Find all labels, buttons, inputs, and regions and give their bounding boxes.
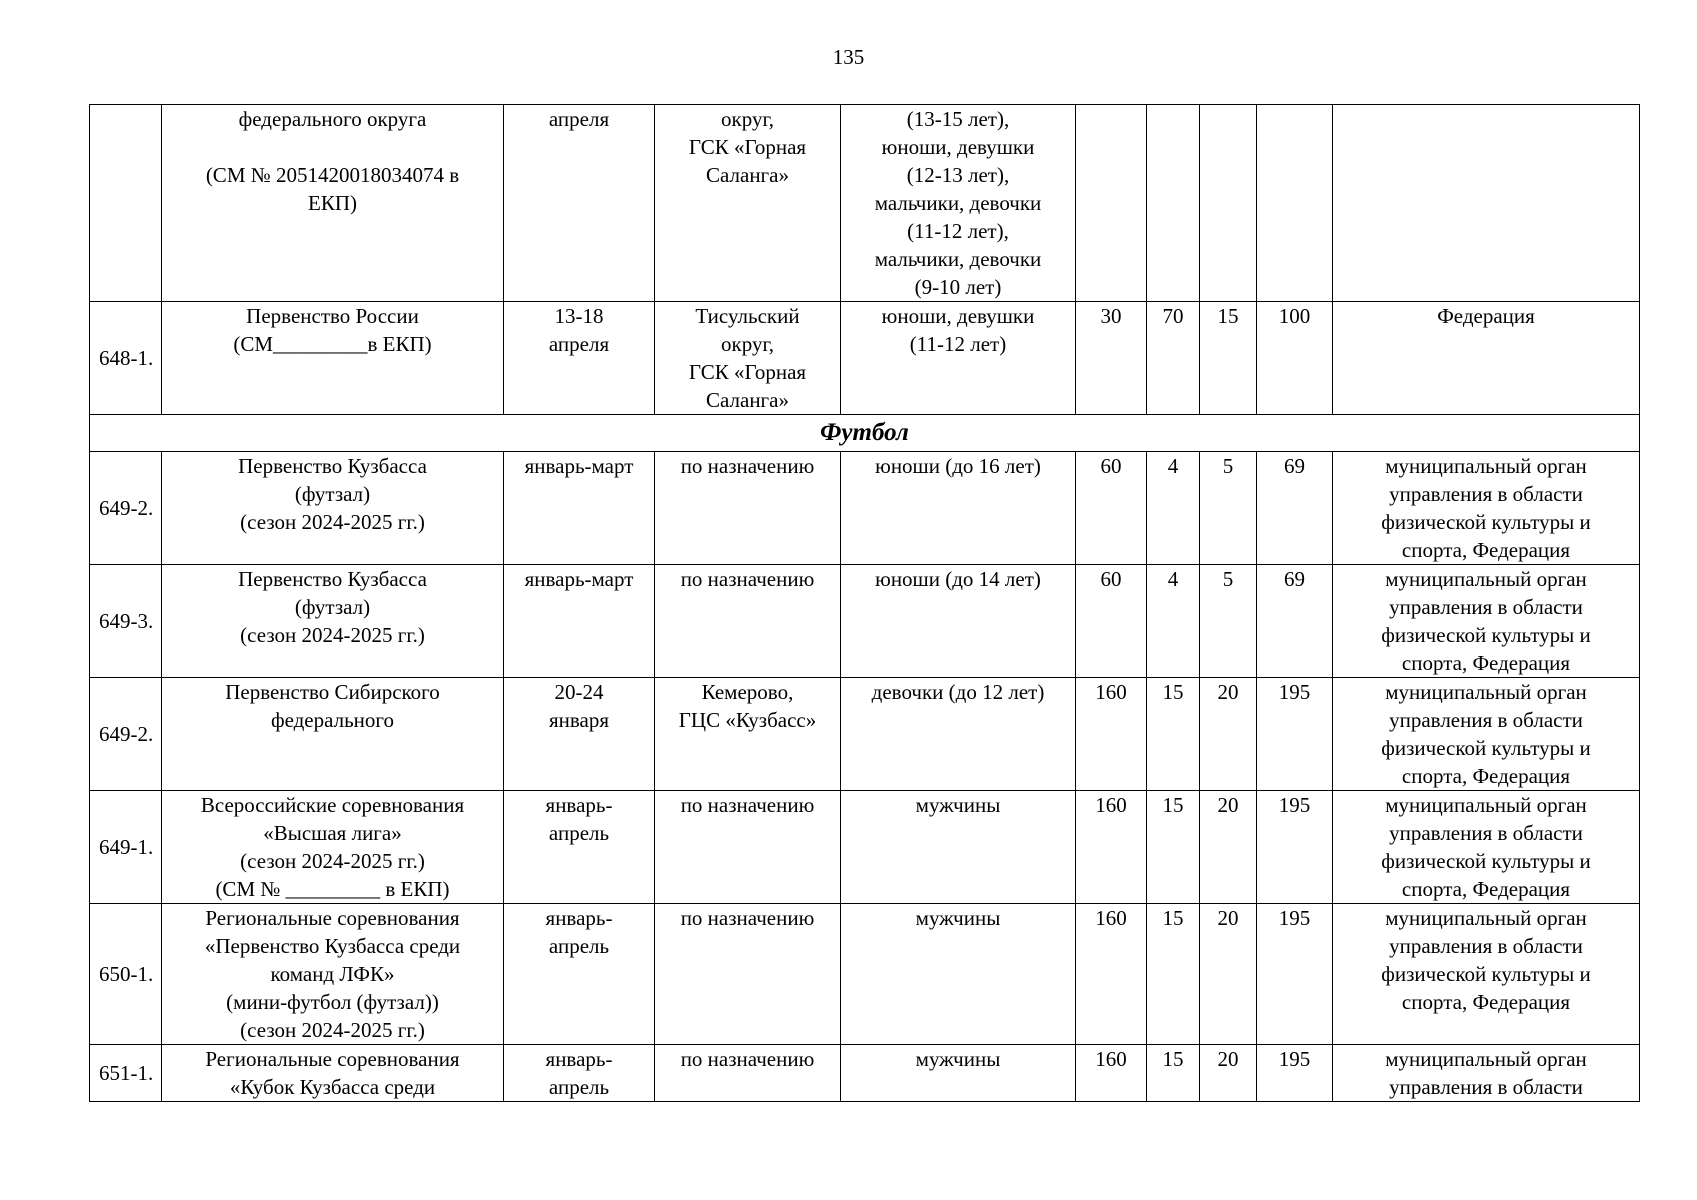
- count-cell-2: 70: [1147, 302, 1200, 415]
- count-total-cell: [1257, 105, 1333, 302]
- cell-line: спорта, Федерация: [1401, 990, 1571, 1014]
- cell-line: (СМ № 2051420018034074 в: [205, 163, 460, 187]
- event-name-cell: [162, 678, 504, 791]
- row-number-cell: 651-1.: [90, 1045, 162, 1102]
- cell-line: Первенство России: [246, 304, 419, 328]
- cell-line: спорта, Федерация: [1401, 538, 1571, 562]
- count-cell-2: 15: [1147, 904, 1200, 1045]
- cell-line: управления в области: [1389, 821, 1583, 845]
- cell-line: Первенство Кузбасса: [238, 567, 427, 591]
- cell-line: апрель: [548, 821, 610, 845]
- table-row: [90, 302, 1640, 415]
- event-name-cell: [162, 302, 504, 415]
- cell-line: (СМ_________в ЕКП): [233, 332, 432, 356]
- table-row: [90, 904, 1640, 1045]
- event-name-cell: [162, 791, 504, 904]
- table-row: [90, 791, 1640, 904]
- cell-line: спорта, Федерация: [1401, 877, 1571, 901]
- event-name-cell: [162, 105, 504, 302]
- cell-line: юноши, девушки: [881, 304, 1035, 328]
- cell-line: муниципальный орган: [1385, 680, 1587, 704]
- cell-line: управления в области: [1389, 1075, 1583, 1099]
- cell-line: юноши (до 14 лет): [875, 567, 1041, 591]
- cell-line: по назначению: [680, 1047, 815, 1071]
- cell-line: «Первенство Кузбасса среди: [204, 934, 461, 958]
- cell-line: физической культуры и: [1381, 623, 1591, 647]
- count-cell-1: [1076, 105, 1147, 302]
- event-name-cell: [162, 565, 504, 678]
- table-body-after: [90, 452, 1640, 1102]
- event-date-cell: [504, 105, 655, 302]
- event-date-cell: [504, 302, 655, 415]
- cell-line: Саланга»: [706, 163, 789, 187]
- event-place-cell: [655, 452, 841, 565]
- row-number-cell: 648-1.: [90, 302, 162, 415]
- cell-line: муниципальный орган: [1385, 793, 1587, 817]
- organizer-cell: [1333, 452, 1640, 565]
- table-row: [90, 105, 1640, 302]
- event-name-cell: [162, 904, 504, 1045]
- cell-line: январь-: [545, 1047, 613, 1071]
- count-cell-2: 15: [1147, 678, 1200, 791]
- cell-line: физической культуры и: [1381, 736, 1591, 760]
- cell-line: (11-12 лет),: [907, 219, 1009, 243]
- event-date-cell: [504, 791, 655, 904]
- cell-line: апрель: [548, 934, 610, 958]
- count-cell-1: 30: [1076, 302, 1147, 415]
- cell-line: управления в области: [1389, 934, 1583, 958]
- event-date-cell: [504, 904, 655, 1045]
- cell-line: спорта, Федерация: [1401, 764, 1571, 788]
- count-total-cell: 100: [1257, 302, 1333, 415]
- event-place-cell: [655, 105, 841, 302]
- cell-line: округ,: [721, 332, 774, 356]
- cell-line: муниципальный орган: [1385, 454, 1587, 478]
- cell-line: управления в области: [1389, 708, 1583, 732]
- count-cell-3: 5: [1200, 565, 1257, 678]
- organizer-cell: [1333, 302, 1640, 415]
- cell-line: «Кубок Кузбасса среди: [229, 1075, 436, 1099]
- cell-line: Региональные соревнования: [205, 1047, 460, 1071]
- organizer-cell: [1333, 565, 1640, 678]
- event-place-cell: [655, 302, 841, 415]
- cell-line: Тисульский: [695, 304, 800, 328]
- cell-line: мужчины: [915, 793, 1001, 817]
- row-number-cell: 650-1.: [90, 904, 162, 1045]
- cell-line: (сезон 2024-2025 гг.): [240, 510, 425, 534]
- count-total-cell: 195: [1257, 904, 1333, 1045]
- cell-line: (сезон 2024-2025 гг.): [240, 849, 425, 873]
- cell-line: (футзал): [294, 482, 371, 506]
- participants-cell: [841, 105, 1076, 302]
- count-total-cell: 69: [1257, 565, 1333, 678]
- participants-cell: [841, 452, 1076, 565]
- event-place-cell: [655, 565, 841, 678]
- event-place-cell: [655, 678, 841, 791]
- event-name-cell: [162, 452, 504, 565]
- cell-line: Первенство Сибирского: [225, 680, 440, 704]
- section-row: [90, 415, 1640, 452]
- count-cell-1: 60: [1076, 565, 1147, 678]
- cell-line: муниципальный орган: [1385, 1047, 1587, 1071]
- count-cell-2: [1147, 105, 1200, 302]
- cell-line: (сезон 2024-2025 гг.): [240, 623, 425, 647]
- table-body-before: [90, 105, 1640, 415]
- count-cell-2: 4: [1147, 565, 1200, 678]
- cell-line: округ,: [721, 107, 774, 131]
- cell-line: (мини-футбол (футзал)): [226, 990, 439, 1014]
- cell-line: по назначению: [680, 454, 815, 478]
- cell-line: 20-24: [554, 680, 604, 704]
- count-cell-3: [1200, 105, 1257, 302]
- row-number-cell: 649-1.: [90, 791, 162, 904]
- row-number-cell: 649-2.: [90, 678, 162, 791]
- cell-line: федерального округа: [238, 107, 427, 131]
- count-total-cell: 195: [1257, 678, 1333, 791]
- table-row: [90, 678, 1640, 791]
- cell-line: Саланга»: [706, 388, 789, 412]
- cell-line: (СМ № _________ в ЕКП): [215, 877, 450, 901]
- participants-cell: [841, 678, 1076, 791]
- count-total-cell: 195: [1257, 791, 1333, 904]
- cell-line: ЕКП): [308, 191, 357, 215]
- page-number: 135: [832, 45, 865, 69]
- table-row: [90, 452, 1640, 565]
- participants-cell: [841, 904, 1076, 1045]
- count-total-cell: 195: [1257, 1045, 1333, 1102]
- event-date-cell: [504, 452, 655, 565]
- cell-line: мальчики, девочки: [874, 191, 1042, 215]
- cell-line: муниципальный орган: [1385, 567, 1587, 591]
- cell-line: по назначению: [680, 793, 815, 817]
- cell-line: (13-15 лет),: [906, 107, 1010, 131]
- count-cell-1: 160: [1076, 791, 1147, 904]
- cell-line: физической культуры и: [1381, 510, 1591, 534]
- cell-line: управления в области: [1389, 595, 1583, 619]
- cell-line: апреля: [548, 107, 610, 131]
- row-number-cell: 649-2.: [90, 452, 162, 565]
- cell-line: Первенство Кузбасса: [238, 454, 427, 478]
- cell-line: апрель: [548, 1075, 610, 1099]
- cell-line: юноши (до 16 лет): [875, 454, 1041, 478]
- cell-line: по назначению: [680, 906, 815, 930]
- count-cell-3: 20: [1200, 678, 1257, 791]
- event-place-cell: [655, 791, 841, 904]
- cell-line: 13-18: [554, 304, 604, 328]
- organizer-cell: [1333, 105, 1640, 302]
- event-date-cell: [504, 1045, 655, 1102]
- cell-line: девочки (до 12 лет): [871, 680, 1045, 704]
- row-number-cell: 649-3.: [90, 565, 162, 678]
- cell-line: юноши, девушки: [881, 135, 1035, 159]
- organizer-cell: [1333, 791, 1640, 904]
- organizer-cell: [1333, 904, 1640, 1045]
- participants-cell: [841, 302, 1076, 415]
- count-cell-1: 160: [1076, 678, 1147, 791]
- cell-line: января: [548, 708, 610, 732]
- cell-line: мужчины: [915, 1047, 1001, 1071]
- cell-line: январь-: [545, 906, 613, 930]
- cell-line: (9-10 лет): [914, 275, 1002, 299]
- row-number-cell: [90, 105, 162, 302]
- count-total-cell: 69: [1257, 452, 1333, 565]
- cell-line: ГЦС «Кузбасс»: [678, 708, 817, 732]
- organizer-cell: [1333, 678, 1640, 791]
- cell-line: мужчины: [915, 906, 1001, 930]
- cell-line: физической культуры и: [1381, 962, 1591, 986]
- event-date-cell: [504, 678, 655, 791]
- cell-line: [166, 133, 499, 161]
- participants-cell: [841, 1045, 1076, 1102]
- events-table: [89, 104, 1640, 1102]
- cell-line: Всероссийские соревнования: [200, 793, 465, 817]
- count-cell-2: 15: [1147, 791, 1200, 904]
- count-cell-3: 20: [1200, 904, 1257, 1045]
- participants-cell: [841, 791, 1076, 904]
- cell-line: муниципальный орган: [1385, 906, 1587, 930]
- cell-line: Кемерово,: [701, 680, 794, 704]
- cell-line: мальчики, девочки: [874, 247, 1042, 271]
- event-place-cell: [655, 904, 841, 1045]
- count-cell-1: 160: [1076, 1045, 1147, 1102]
- cell-line: ГСК «Горная: [688, 360, 807, 384]
- cell-line: «Высшая лига»: [263, 821, 402, 845]
- count-cell-3: 15: [1200, 302, 1257, 415]
- section-body: [90, 415, 1640, 452]
- count-cell-3: 20: [1200, 1045, 1257, 1102]
- count-cell-1: 160: [1076, 904, 1147, 1045]
- cell-line: управления в области: [1389, 482, 1583, 506]
- cell-line: (футзал): [294, 595, 371, 619]
- participants-cell: [841, 565, 1076, 678]
- table-row: [90, 1045, 1640, 1102]
- cell-line: Региональные соревнования: [205, 906, 460, 930]
- cell-line: по назначению: [680, 567, 815, 591]
- table-row: [90, 565, 1640, 678]
- cell-line: ГСК «Горная: [688, 135, 807, 159]
- count-cell-2: 4: [1147, 452, 1200, 565]
- count-cell-3: 20: [1200, 791, 1257, 904]
- cell-line: январь-март: [524, 454, 634, 478]
- cell-line: (сезон 2024-2025 гг.): [240, 1018, 425, 1042]
- cell-line: апреля: [548, 332, 610, 356]
- cell-line: физической культуры и: [1381, 849, 1591, 873]
- cell-line: (12-13 лет),: [906, 163, 1010, 187]
- event-date-cell: [504, 565, 655, 678]
- count-cell-3: 5: [1200, 452, 1257, 565]
- count-cell-2: 15: [1147, 1045, 1200, 1102]
- cell-line: январь-: [545, 793, 613, 817]
- cell-line: спорта, Федерация: [1401, 651, 1571, 675]
- section-title: Футбол: [90, 415, 1640, 452]
- organizer-cell: [1333, 1045, 1640, 1102]
- cell-line: январь-март: [524, 567, 634, 591]
- event-name-cell: [162, 1045, 504, 1102]
- cell-line: федерального: [270, 708, 395, 732]
- cell-line: Федерация: [1437, 304, 1535, 328]
- cell-line: команд ЛФК»: [270, 962, 395, 986]
- event-place-cell: [655, 1045, 841, 1102]
- cell-line: (11-12 лет): [909, 332, 1007, 356]
- count-cell-1: 60: [1076, 452, 1147, 565]
